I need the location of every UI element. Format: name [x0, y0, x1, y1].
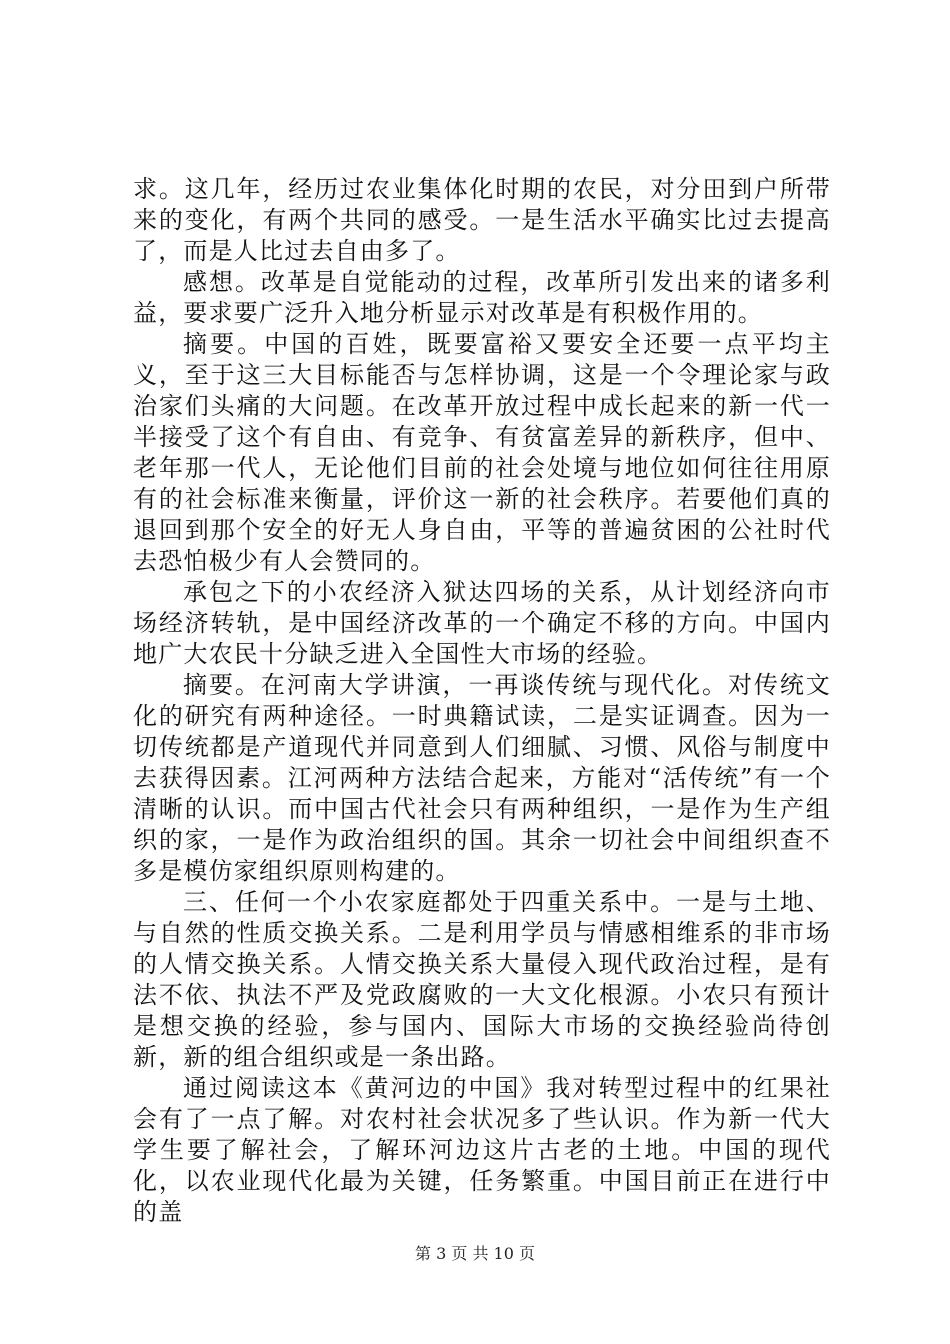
- paragraph-5: 摘要。在河南大学讲演，一再谈传统与现代化。对传统文化的研究有两种途径。一时典籍试读，二是实证调查。因为一切传统都是产道现代并同意到人们细腻、习惯、风俗与制度中去获得因素。江河两种方法结合起来，方能对“活传统”有一个清晰的认识。而中国古代社会只有两种组织，一是作为生产组织的家，一是作为政治组织的国。其余一切社会中间组织查不多是模仿家组织原则构建的。: [133, 671, 831, 885]
- paragraph-7: 通过阅读这本《黄河边的中国》我对转型过程中的红果社会有了一点了解。对农村社会状况多了些认识。作为新一代大学生要了解社会，了解环河边这片古老的土地。中国的现代化，以农业现代化最为关键，任务繁重。中国目前正在进行中的盖: [133, 1074, 831, 1226]
- paragraph-2: 感想。改革是自觉能动的过程，改革所引发出来的诸多利益，要求要广泛升入地分析显示对改革是有积极作用的。: [133, 268, 831, 327]
- paragraph-4: 承包之下的小农经济入狱达四场的关系，从计划经济向市场经济转轨，是中国经济改革的一个确定不移的方向。中国内地广大农民十分缺乏进入全国性大市场的经验。: [133, 578, 831, 668]
- page-footer: [0, 1244, 950, 1264]
- page-number-label: 第 3 页 共 10 页: [415, 1244, 535, 1263]
- document-body: [133, 174, 831, 1228]
- paragraph-1: 求。这几年，经历过农业集体化时期的农民，对分田到户所带来的变化，有两个共同的感受。一是生活水平确实比过去提高了，而是人比过去自由多了。: [133, 175, 831, 265]
- paragraph-6: 三、任何一个小农家庭都处于四重关系中。一是与土地、与自然的性质交换关系。二是利用学员与情感相维系的非市场的人情交换关系。人情交换关系大量侵入现代政治过程，是有法不依、执法不严及党政腐败的一大文化根源。小农只有预计是想交换的经验，参与国内、国际大市场的交换经验尚待创新，新的组合组织或是一条出路。: [133, 888, 831, 1071]
- paragraph-3: 摘要。中国的百姓，既要富裕又要安全还要一点平均主义，至于这三大目标能否与怎样协调，这是一个令理论家与政治家们头痛的大问题。在改革开放过程中成长起来的新一代一半接受了这个有自由、有竞争、有贫富差异的新秩序，但中、老年那一代人，无论他们目前的社会处境与地位如何往往用原有的社会标准来衡量，评价这一新的社会秩序。若要他们真的退回到那个安全的好无人身自由，平等的普遍贫困的公社时代去恐怕极少有人会赞同的。: [133, 330, 831, 575]
